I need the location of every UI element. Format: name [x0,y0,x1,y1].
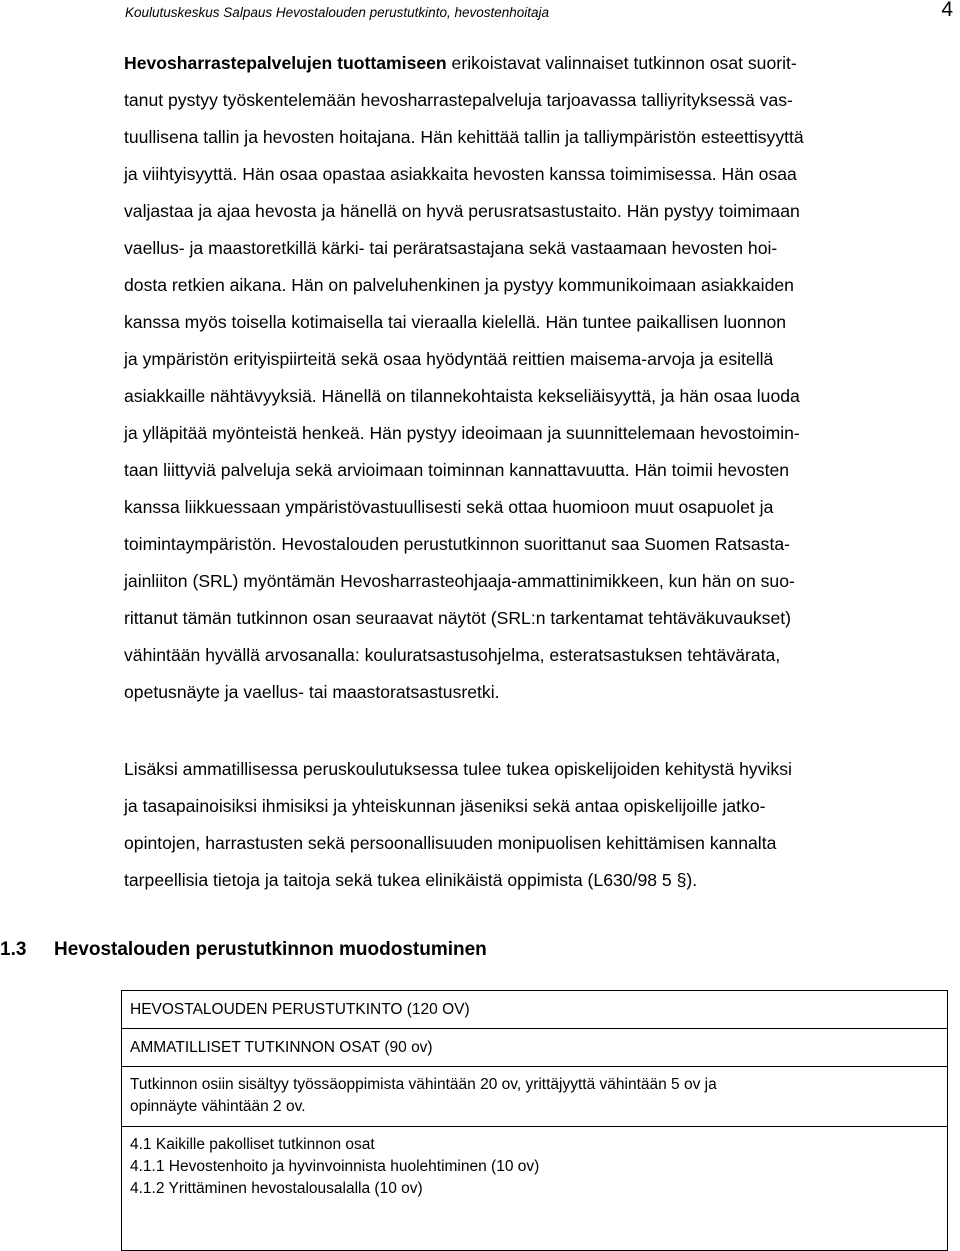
header-title: Koulutuskeskus Salpaus Hevostalouden perustutkinto, hevostenhoitaja [125,5,550,20]
paragraph-line: valjastaa ja ajaa hevosta ja hänellä on hyvä perusratsastustaito. Hän pystyy toimimaan [124,201,800,221]
paragraph-line: ja ylläpitää myönteistä henkeä. Hän pystyy ideoimaan ja suunnittelemaan hevostoimin- [124,423,800,443]
paragraph-line: opetusnäyte ja vaellus- tai maastoratsastusretki. [124,682,500,702]
paragraph-line: tuullisena tallin ja hevosten hoitajana. Hän kehittää tallin ja talliympäristön esteettisyyttä [124,127,804,147]
bold-lead: Hevosharrastepalvelujen tuottamiseen [124,53,447,73]
table-row [122,1127,948,1251]
section-title: Hevostalouden perustutkinnon muodostuminen [54,939,487,960]
table-cell-line: 4.1.1 Hevostenhoito ja hyvinvoinnista huolehtiminen (10 ov) [130,1158,540,1175]
paragraph-line: dosta retkien aikana. Hän on palveluhenkinen ja pystyy kommunikoimaan asiakkaiden [124,275,794,295]
table-row [122,991,948,1029]
paragraph-line: kanssa myös toisella kotimaisella tai vieraalla kielellä. Hän tuntee paikallisen luonnon [124,312,787,332]
table-cell: AMMATILLISET TUTKINNON OSAT (90 ov) [122,1029,948,1067]
table-cell-line: 4.1 Kaikille pakolliset tutkinnon osat [130,1136,375,1153]
paragraph-line [124,52,797,74]
table-row [122,1067,948,1127]
page-header [125,0,953,30]
paragraph-line: vaellus- ja maastoretkillä kärki- tai peräratsastajana sekä vastaamaan hevosten hoi- [124,238,778,258]
paragraph-line: tarpeellisia tietoja ja taitoja sekä tukea elinikäistä oppimista (L630/98 5 §). [124,870,698,890]
page-number: 4 [941,0,953,21]
paragraph-line: tanut pystyy työskentelemään hevosharrastepalveluja tarjoavassa talliyrityksessä vas- [124,90,793,110]
paragraph-line: asiakkaille nähtävyyksiä. Hänellä on tilannekohtaista kekseliäisyyttä, ja hän osaa luoda [124,386,800,406]
table-row [122,1029,948,1067]
paragraph-line: ja viihtyisyyttä. Hän osaa opastaa asiakkaita hevosten kanssa toimimisessa. Hän osaa [124,164,797,184]
table-cell [122,1127,948,1251]
table-cell-line: Tutkinnon osiin sisältyy työssäoppimista vähintään 20 ov, yrittäjyyttä vähintään 5 ov ja [130,1076,717,1093]
paragraph-line-text: erikoistavat valinnaiset tutkinnon osat suorit- [446,53,797,73]
paragraph-line: vähintään hyvällä arvosanalla: kouluratsastusohjelma, esteratsastuksen tehtävärata, [124,645,781,665]
paragraph-line: opintojen, harrastusten sekä persoonallisuuden monipuolisen kehittämisen kannalta [124,833,777,853]
paragraph-line: jainliiton (SRL) myöntämän Hevosharrasteohjaaja-ammattinimikkeen, kun hän on suo- [124,571,795,591]
tutkinto-table [121,990,948,1251]
paragraph-line: toimintaympäristön. Hevostalouden perustutkinnon suorittanut saa Suomen Ratsasta- [124,534,790,554]
paragraph-line: ja ympäristön erityispiirteitä sekä osaa hyödyntää reittien maisema-arvoja ja esitellä [124,349,774,369]
paragraph-line: Lisäksi ammatillisessa peruskoulutuksessa tulee tukea opiskelijoiden kehitystä hyviksi [124,759,792,779]
table-cell [122,1067,948,1127]
section-number: 1.3 [0,939,27,960]
table-cell-line: 4.1.2 Yrittäminen hevostalousalalla (10 ov) [130,1180,423,1197]
paragraph-line: taan liittyviä palveluja sekä arvioimaan toiminnan kannattavuutta. Hän toimii hevosten [124,460,790,480]
paragraph-line: ja tasapainoisiksi ihmisiksi ja yhteiskunnan jäseniksi sekä antaa opiskelijoille jatko- [124,796,766,816]
table-cell: HEVOSTALOUDEN PERUSTUTKINTO (120 OV) [122,991,948,1029]
paragraph-line: rittanut tämän tutkinnon osan seuraavat näytöt (SRL:n tarkentamat tehtäväkuvaukset) [124,608,791,628]
paragraph-line: kanssa liikkuessaan ympäristövastuullisesti sekä ottaa huomioon muut osapuolet ja [124,497,774,517]
table-cell-line: opinnäyte vähintään 2 ov. [130,1098,306,1115]
